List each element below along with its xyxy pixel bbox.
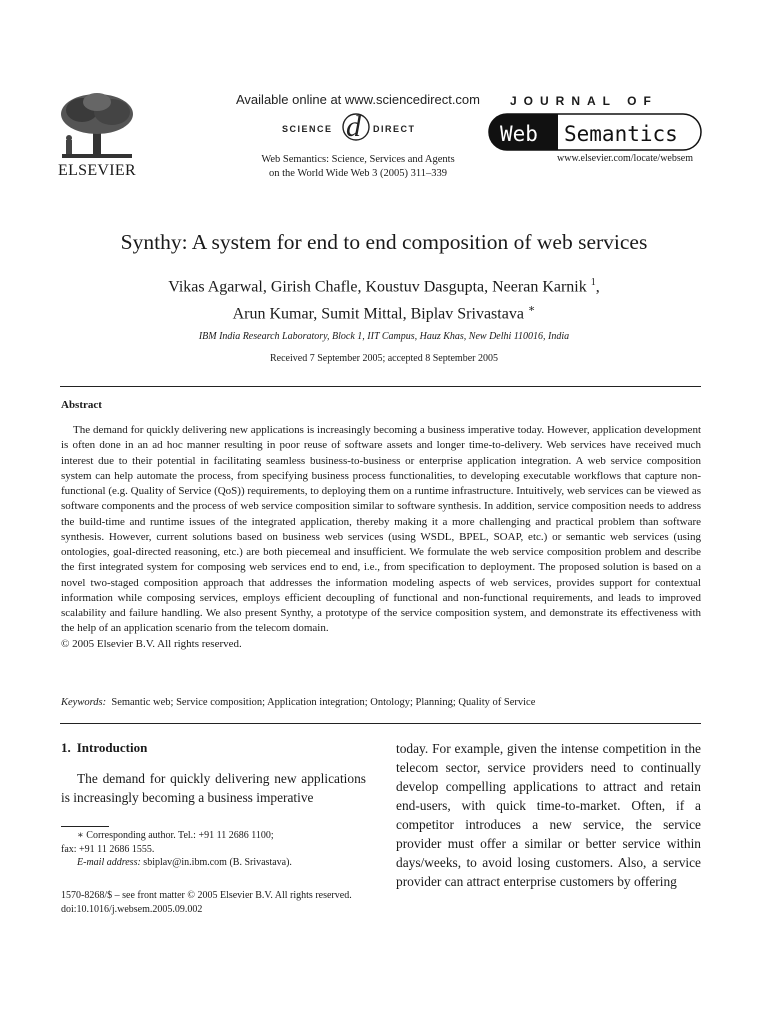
elsevier-logo — [52, 92, 142, 184]
doi-line[interactable]: doi:10.1016/j.websem.2005.09.002 — [61, 903, 203, 915]
authors-line2 — [80, 298, 688, 325]
journal-reference — [230, 153, 486, 181]
top-divider — [60, 386, 701, 387]
abstract-body — [61, 423, 701, 652]
author-affil-mark: 1 — [590, 277, 596, 288]
keywords-list: Semantic web; Service composition; Application integration; Ontology; Planning; Quality of Service — [111, 697, 536, 708]
received-dates: Received 7 September 2005; accepted 8 September 2005 — [270, 353, 498, 364]
elsevier-tree-icon — [52, 92, 142, 162]
sd-right-text: DIRECT — [373, 124, 416, 134]
authors — [80, 272, 688, 326]
sd-at-glyph: d — [346, 112, 361, 142]
abstract-divider — [60, 723, 701, 724]
abstract-heading: Abstract — [61, 399, 102, 411]
corresponding-author-mark: ∗ — [527, 303, 536, 316]
authors-line2-names: Arun Kumar, Sumit Mittal, Biplav Srivastava — [232, 305, 524, 323]
intro-paragraph-right: today. For example, given the intense competition in the telecom sector, service providers need to continually develop compelling applications to attract and retain end-users, with quick time-to-market. Often, if a competitor introduces a new service, the service provider must offer a similar or better service within days/weeks, to avoid losing customers. Also, a service provider can attract enterprise customers by offering — [396, 741, 701, 889]
intro-paragraph-left: The demand for quickly delivering new applications is increasingly becoming a business imperative — [61, 771, 366, 805]
sciencedirect-logo — [280, 112, 440, 142]
section-title: Introduction — [76, 740, 148, 755]
affiliation: IBM India Research Laboratory, Block 1, IIT Campus, Hauz Khas, New Delhi 110016, India — [198, 331, 570, 342]
journal-ref-line2: on the World Wide Web 3 (2005) 311–339 — [268, 168, 448, 179]
footnote-rule — [61, 826, 109, 827]
web-semantics-logo — [488, 110, 702, 152]
abstract-copyright: © 2005 Elsevier B.V. All rights reserved. — [61, 637, 242, 650]
footnote — [61, 829, 366, 870]
issn-line: 1570-8268/$ – see front matter © 2005 Elsevier B.V. All rights reserved. — [61, 890, 352, 901]
ws-web-text: Web — [500, 122, 538, 146]
left-column — [61, 740, 366, 807]
abstract-text: The demand for quickly delivering new applications is increasingly becoming a business imperative today. However, application development is often done in an ad hoc manner resulting in poor reuse of software assets and longer time-to-delivery. Web services have received much interest due to their potential in facilitating seamless business-to-business or enterprise application integration. A web service composition system can help automate the process, from specifying business process functionalities, to developing executable workflows that capture non-functional (e.g. Quality of Service (QoS)) requirements, to deploying them on a runtime infrastructure. Intuitively, web services can be viewed as software components and the process of web service composition similar to software synthesis. In addition, service composition needs to address the build-time and runtime issues of the integrated application, thereby making it a more challenging and practical problem than software synthesis. However, current solutions based on business web services (using WSDL, BPEL, SOAP, etc.) or semantic web services (using ontologies, goal-directed reasoning, etc.) are both piecemeal and insufficient. We formulate the web service composition problem and describe the first integrated system for composing web services end to end, i.e., from specification to deployment. The proposed solution is based on a novel two-staged composition approach that addresses the information modeling aspects of web services, provides support for contextual information while composing services, employs efficient decoupling of functional and non-functional requirements, and leads to improved scalability and failure handling. We also present Synthy, a prototype of the service composition system, and demonstrate its effectiveness with the help of an application scenario from the telecom domain. — [61, 424, 701, 635]
authors-line1-names: Vikas Agarwal, Girish Chafle, Koustuv Dasgupta, Neeran Karnik — [168, 278, 587, 296]
section-number: 1. — [61, 740, 71, 755]
footnote-email-line — [61, 856, 366, 870]
front-matter — [61, 889, 401, 916]
keywords-label: Keywords: — [61, 697, 107, 708]
authors-line1-comma: , — [595, 278, 600, 296]
journal-of-label: JOURNAL OF — [510, 94, 658, 108]
email-address[interactable]: sbiplav@in.ibm.com (B. Srivastava). — [143, 857, 292, 868]
authors-line1 — [80, 272, 688, 298]
footnote-line2: fax: +91 11 2686 1555. — [61, 843, 155, 855]
section-heading — [61, 740, 366, 756]
sd-left-text: SCIENCE — [282, 124, 333, 134]
available-online: Available online at www.sciencedirect.com — [236, 92, 480, 107]
ws-semantics-text: Semantics — [564, 122, 678, 146]
email-label: E-mail address: — [77, 857, 141, 868]
journal-ref-line1: Web Semantics: Science, Services and Agents — [261, 154, 455, 165]
footnote-line1: ∗ Corresponding author. Tel.: +91 11 2686 1100; — [77, 830, 274, 841]
journal-url[interactable]: www.elsevier.com/locate/websem — [557, 153, 693, 164]
elsevier-wordmark: ELSEVIER — [58, 162, 136, 179]
keywords — [61, 697, 701, 708]
article-title: Synthy: A system for end to end composition of web services — [120, 230, 648, 254]
